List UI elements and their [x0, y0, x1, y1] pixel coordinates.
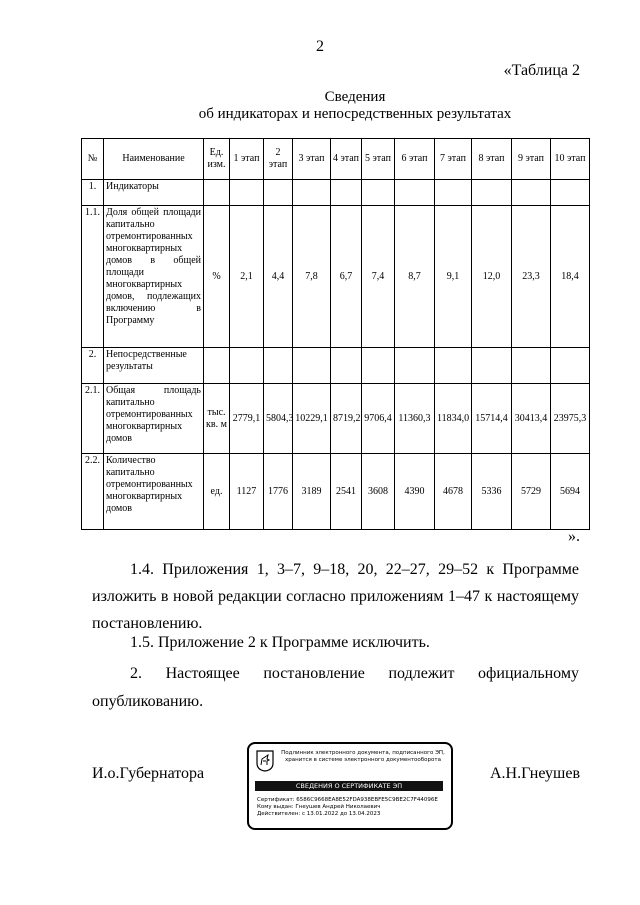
table-row: [82, 180, 590, 206]
row-value: [512, 348, 551, 384]
row-value: 9706,4: [362, 384, 395, 454]
row-name: Непосредственные результаты: [104, 348, 204, 384]
header-stage: 7 этап: [435, 139, 472, 180]
paragraph-2-continued: опубликованию.: [92, 693, 204, 710]
digital-signature-stamp: [247, 742, 453, 830]
row-value: 7,4: [362, 206, 395, 348]
row-unit: %: [204, 206, 230, 348]
header-stage: 8 этап: [472, 139, 512, 180]
indicators-table: [81, 138, 590, 530]
row-value: [230, 348, 264, 384]
row-value: [331, 348, 362, 384]
row-unit: ед.: [204, 454, 230, 530]
header-stage: 2 этап: [264, 139, 293, 180]
table-row: [82, 384, 590, 454]
row-value: 4678: [435, 454, 472, 530]
row-name: Общая площадь капитально отремонтированных многоквартирных домов: [104, 384, 204, 454]
row-value: 5694: [551, 454, 590, 530]
row-value: 9,1: [435, 206, 472, 348]
row-value: 11360,3: [395, 384, 435, 454]
row-number: 1.: [82, 180, 104, 206]
row-unit: [204, 180, 230, 206]
row-value: 5336: [472, 454, 512, 530]
header-stage: 6 этап: [395, 139, 435, 180]
coat-of-arms-icon: [256, 750, 274, 772]
row-number: 2.2.: [82, 454, 104, 530]
paragraph-1-5: 1.5. Приложение 2 к Программе исключить.: [130, 634, 430, 651]
row-value: [472, 348, 512, 384]
row-value: 23,3: [512, 206, 551, 348]
row-value: 10229,1: [293, 384, 331, 454]
row-value: [435, 348, 472, 384]
header-unit: Ед. изм.: [204, 139, 230, 180]
row-value: [331, 180, 362, 206]
row-value: [395, 348, 435, 384]
row-value: 2,1: [230, 206, 264, 348]
header-stage: 3 этап: [293, 139, 331, 180]
row-value: 1127: [230, 454, 264, 530]
row-value: 12,0: [472, 206, 512, 348]
row-name: Количество капитально отремонтированных многоквартирных домов: [104, 454, 204, 530]
header-stage: 9 этап: [512, 139, 551, 180]
stamp-title-bar: СВЕДЕНИЯ О СЕРТИФИКАТЕ ЭП: [255, 781, 443, 791]
row-number: 2.: [82, 348, 104, 384]
row-value: 11834,0: [435, 384, 472, 454]
row-number: 1.1.: [82, 206, 104, 348]
table-row: [82, 206, 590, 348]
row-value: [395, 180, 435, 206]
table-label: «Таблица 2: [503, 62, 580, 79]
header-name: Наименование: [104, 139, 204, 180]
header-stage: 10 этап: [551, 139, 590, 180]
stamp-certificate: Сертификат: 6586C9668EA8E52FDA938EBFE5C9BE2C7F44096E: [257, 797, 438, 803]
row-value: [230, 180, 264, 206]
row-value: [551, 348, 590, 384]
row-value: [264, 348, 293, 384]
row-value: [512, 180, 551, 206]
row-unit: тыс. кв. м: [204, 384, 230, 454]
page-number: 2: [316, 38, 324, 55]
row-value: 8,7: [395, 206, 435, 348]
header-stage: 5 этап: [362, 139, 395, 180]
row-value: 1776: [264, 454, 293, 530]
row-value: [264, 180, 293, 206]
table-header-row: [82, 139, 590, 180]
row-value: 15714,4: [472, 384, 512, 454]
row-value: 8719,2: [331, 384, 362, 454]
row-value: 30413,4: [512, 384, 551, 454]
row-value: [472, 180, 512, 206]
table-row: [82, 454, 590, 530]
title-line-1: Сведения: [324, 89, 386, 105]
row-value: 3189: [293, 454, 331, 530]
row-value: 5804,3: [264, 384, 293, 454]
signature-position: И.о.Губернатора: [92, 765, 205, 782]
header-stage: 4 этап: [331, 139, 362, 180]
row-number: 2.1.: [82, 384, 104, 454]
stamp-validity: Действителен: с 13.01.2022 до 13.04.2023: [257, 811, 381, 817]
row-value: [293, 180, 331, 206]
row-name: Индикаторы: [104, 180, 204, 206]
paragraph-2: 2. Настоящее постановление подлежит официальному: [130, 665, 579, 682]
row-value: 7,8: [293, 206, 331, 348]
row-value: 23975,3: [551, 384, 590, 454]
row-value: 4390: [395, 454, 435, 530]
signature-name: А.Н.Гнеушев: [490, 765, 580, 782]
table-title: [0, 89, 640, 123]
closing-quote: ».: [568, 528, 580, 545]
row-value: [435, 180, 472, 206]
stamp-info: [257, 797, 445, 818]
header-stage: 1 этап: [230, 139, 264, 180]
row-value: [293, 348, 331, 384]
row-value: 3608: [362, 454, 395, 530]
row-value: [362, 348, 395, 384]
table-row: [82, 348, 590, 384]
row-value: 2779,1: [230, 384, 264, 454]
row-value: 5729: [512, 454, 551, 530]
stamp-owner: Кому выдан: Гнеушев Андрей Николаевич: [257, 804, 381, 810]
title-line-2: об индикаторах и непосредственных результатах: [198, 106, 512, 122]
row-value: 2541: [331, 454, 362, 530]
row-value: [551, 180, 590, 206]
row-value: [362, 180, 395, 206]
row-value: 6,7: [331, 206, 362, 348]
stamp-header: Подлинник электронного документа, подписанного ЭП, хранится в системе электронного документооборота: [281, 750, 445, 763]
row-unit: [204, 348, 230, 384]
paragraph-1-4: 1.4. Приложения 1, 3–7, 9–18, 20, 22–27, 29–52 к Программе изложить в новой редакции согласно приложениям 1–47 к настоящему постановлению.: [92, 561, 579, 632]
row-value: 18,4: [551, 206, 590, 348]
header-num: №: [82, 139, 104, 180]
row-value: 4,4: [264, 206, 293, 348]
row-name: Доля общей площади капитально отремонтированных многоквартирных домов в общей площади многоквартирных домов, подлежащих включению в Программу: [104, 206, 204, 348]
